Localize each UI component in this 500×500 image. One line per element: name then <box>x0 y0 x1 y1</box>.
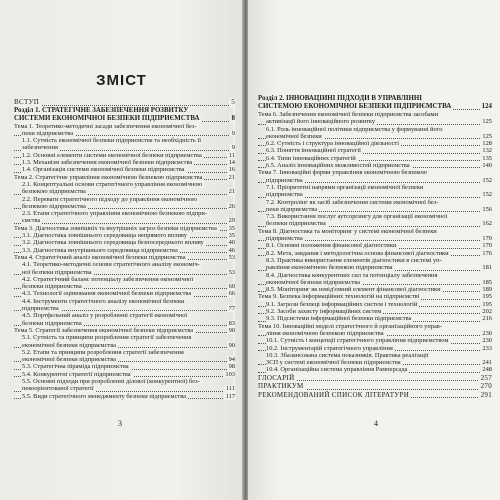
toc-entry-text: ління економічною безпекою підприємства <box>266 329 384 337</box>
toc-entry-page: 46 <box>228 246 235 254</box>
toc-entry <box>258 374 492 383</box>
toc-entry-page: 117 <box>225 392 235 400</box>
toc-entry-page <box>233 378 235 385</box>
toc-entry <box>258 301 492 308</box>
toc-entry-page <box>233 210 235 217</box>
toc-entry-text: 6.2. Сутність і структура інноваційної діяльності <box>266 140 399 148</box>
toc-entry-page: 291 <box>480 390 492 399</box>
toc-entry <box>14 174 235 181</box>
toc-entry-text: 2.3. Етапи стратегічного управління економічною безпекою підпри- <box>22 210 207 218</box>
toc-entry-text: Тема 4. Стратегічний аналіз економічної безпеки підприємства <box>14 253 186 261</box>
toc-entry <box>14 203 235 210</box>
toc-entry-page <box>233 137 235 144</box>
toc-entry-page <box>490 126 492 133</box>
toc-entry <box>258 359 492 366</box>
toc-entry-text: 7.3. Використання послуг аутсорсингу для організації економічної <box>266 213 448 221</box>
toc-entry-page: 195 <box>482 293 492 301</box>
toc-entry-text: підприємства <box>266 191 303 199</box>
toc-entry <box>14 137 235 144</box>
toc-entry-page <box>233 181 235 188</box>
toc-entry-page: 26 <box>228 202 235 210</box>
toc-entry <box>14 283 235 290</box>
toc-entry-page: 21 <box>228 188 235 196</box>
toc-entry-text: Тема 3. Діагностика зовнішніх та внутрішніх загроз безпеки підприємства <box>14 224 217 232</box>
toc-entry-text: Тема 10. Інноваційні моделі стратегічного й організаційного управ- <box>258 322 442 330</box>
toc-entry-page: 185 <box>482 278 492 286</box>
toc-entry <box>258 337 492 344</box>
toc-entry-page: 35 <box>228 232 235 240</box>
toc-entry <box>14 254 235 261</box>
toc-entry <box>258 382 492 391</box>
toc-entry-page: 90 <box>228 341 235 349</box>
toc-entry-text: 4.3. Технології оцінювання економічної безпеки підприємства <box>22 290 192 298</box>
toc-entry-text: 4.1. Теоретико-методичні основи стратегічного аналізу економіч- <box>22 261 200 269</box>
toc-entry-text: 3.2. Діагностика зовнішнього середовища безпосереднього впливу <box>22 239 204 247</box>
toc-entry-page: 98 <box>228 363 235 371</box>
toc-entry-page: 132 <box>482 147 492 155</box>
toc-entry-page: 90 <box>228 326 235 334</box>
toc-entry <box>14 130 235 137</box>
toc-entry <box>14 276 235 283</box>
toc-entry <box>258 213 492 220</box>
toc-entry <box>14 210 235 217</box>
toc-entry-text: Тема 9. Безпека інформаційних технологій на підприємстві <box>258 293 420 301</box>
toc-entry <box>258 257 492 264</box>
toc-entry-text: пекоорієнтованої стратегії <box>22 385 94 393</box>
toc-entry <box>258 279 492 286</box>
toc-entry <box>258 293 492 300</box>
toc-entry <box>258 169 492 176</box>
toc-entry-text: забезпечення <box>22 144 58 152</box>
toc-entry <box>258 366 492 373</box>
toc-entry-text: 4.2. Стратегічний баланс потенціалу забезпечення економічної <box>22 275 194 283</box>
toc-entry-text: 6.5. Аналіз інноваційних можливостей підприємства <box>266 162 410 170</box>
leader-dots <box>14 105 235 106</box>
toc-entry-text: Тема 1. Теоретико-методичні засади забезпечення економічної без- <box>14 122 197 130</box>
toc-entry-text: равління економічною безпекою підприємства <box>266 264 393 272</box>
toc-entry <box>14 159 235 166</box>
toc-entry-page <box>233 107 235 115</box>
toc-entry <box>14 181 235 188</box>
toc-entry <box>14 196 235 203</box>
toc-entry <box>258 111 492 118</box>
toc-entry-text: Розділ 1. СТРАТЕГІЧНЕ ЗАБЕЗПЕЧЕННЯ РОЗВИТКУ <box>14 106 189 114</box>
toc-entry <box>258 103 492 111</box>
toc-entry <box>258 228 492 235</box>
toc-entry-text: 5.2. Етапи та принципи розроблення стратегії забезпечення <box>22 348 184 356</box>
toc-entry-page: 128 <box>482 140 492 148</box>
toc-entry <box>14 247 235 254</box>
toc-entry-page <box>490 228 492 235</box>
toc-entry <box>258 184 492 191</box>
toc-entry-text: 6.1. Роль інноваційної політики підприємства у формуванні його <box>266 125 443 133</box>
toc-entry <box>258 140 492 147</box>
toc-title: ЗМІСТ <box>96 72 147 89</box>
toc-entry-page <box>233 334 235 341</box>
toc-entry <box>14 217 235 224</box>
toc-entry <box>14 378 235 385</box>
toc-entry <box>14 385 235 392</box>
toc-entry-page: 14 <box>228 159 235 167</box>
toc-entry <box>258 323 492 330</box>
toc-entry-text: 8.1. Основні положення фінансової діагностики <box>266 242 397 250</box>
toc-entry-text: ВСТУП <box>14 98 40 106</box>
toc-entry-page: 125 <box>482 132 492 140</box>
right-page <box>248 0 500 500</box>
toc-entry-page <box>233 312 235 319</box>
toc-entry-text: СИСТЕМИ ЕКОНОМІЧНОЇ БЕЗПЕКИ ПІДПРИЄМСТВА <box>14 114 200 122</box>
toc-entry <box>14 239 235 246</box>
toc-entry <box>14 188 235 195</box>
toc-entry-page: 9 <box>231 129 235 137</box>
toc-entry-text: ПРАКТИКУМ <box>258 382 304 391</box>
toc-entry-text: 10.3. Збалансована система показників. Практика реалізації <box>266 351 429 359</box>
right-page-number: 4 <box>374 419 378 428</box>
toc-entry-text: 1.2. Основні елементи системи економічної безпеки підприємства <box>22 151 202 159</box>
toc-entry <box>14 98 235 107</box>
toc-entry-text: 10.2. Інструментарій стратегічного управління <box>266 344 393 352</box>
toc-entry-page: 156 <box>482 205 492 213</box>
toc-entry <box>258 308 492 315</box>
toc-entry-text: 3.3. Діагностика внутрішнього середовища підприємства <box>22 246 178 254</box>
toc-entry <box>258 352 492 359</box>
toc-entry-page: 21 <box>228 173 235 181</box>
toc-entry <box>14 115 235 123</box>
toc-entry-text: безпекою підприємства <box>22 188 86 196</box>
toc-entry-text: 6.3. Поняття інноваційної стратегії <box>266 147 361 155</box>
toc-entry <box>14 371 235 378</box>
toc-entry-text: ємства <box>22 217 41 225</box>
toc-right-list <box>258 95 492 399</box>
toc-entry <box>258 242 492 249</box>
toc-entry-text: економічної безпеки підприємства <box>266 278 360 286</box>
toc-entry-text: 5.3. Стратегічна піраміда підприємства <box>22 363 129 371</box>
toc-entry-page <box>490 323 492 330</box>
toc-entry-text: 10.1. Сутність і концепції стратегічного управління підприємством <box>266 337 449 345</box>
toc-entry <box>14 349 235 356</box>
toc-entry <box>258 315 492 322</box>
toc-entry-text: активізації його інноваційного розвитку <box>266 118 376 126</box>
toc-entry-page: 176 <box>482 249 492 257</box>
toc-entry <box>14 356 235 363</box>
toc-entry-text: підприємства <box>266 235 303 243</box>
toc-entry-page <box>233 276 235 283</box>
toc-entry-text: економічної безпеки підприємства <box>22 356 116 364</box>
toc-entry-page <box>233 123 235 130</box>
toc-entry <box>258 272 492 279</box>
toc-entry-page: 241 <box>482 359 492 367</box>
toc-entry-page <box>490 272 492 279</box>
toc-entry-page: 83 <box>228 319 235 327</box>
toc-entry <box>258 155 492 162</box>
toc-entry-text: Тема 2. Стратегічне управління економічною безпекою підприємства <box>14 173 203 181</box>
toc-entry-page: 94 <box>228 356 235 364</box>
toc-entry <box>258 95 492 103</box>
toc-entry-page: 66 <box>228 290 235 298</box>
toc-entry-text: 9.2. Засоби захисту інформаційних систем <box>266 308 382 316</box>
toc-entry <box>14 261 235 268</box>
toc-entry <box>14 107 235 115</box>
toc-entry <box>258 235 492 242</box>
toc-entry <box>258 345 492 352</box>
toc-entry-text: ГЛОСАРІЙ <box>258 373 295 382</box>
toc-entry <box>14 225 235 232</box>
toc-entry-page: 9 <box>231 144 235 152</box>
leader-dots <box>14 223 235 224</box>
toc-entry-text: безпеки підприємства <box>22 319 82 327</box>
toc-entry-text: 2.2. Переваги стратегічного підходу до управління економічною <box>22 195 197 203</box>
toc-entry-text: Тема 6. Забезпечення економічної безпеки підприємства засобами <box>258 111 439 118</box>
toc-entry-text: економічної безпеки підприємства <box>22 341 116 349</box>
toc-entry-page: 103 <box>225 370 235 378</box>
toc-entry-page <box>490 184 492 191</box>
toc-entry-text: 8.5. Моніторинг як невід'ємний елемент фінансової діагностики <box>266 286 441 294</box>
toc-entry-page: 53 <box>228 253 235 261</box>
toc-entry-text: 2.1. Концептуальні основи стратегічного управління економічною <box>22 180 203 188</box>
toc-entry <box>14 334 235 341</box>
toc-entry-page <box>490 199 492 206</box>
toc-entry-text: підприємства <box>22 305 59 313</box>
toc-entry-page: 111 <box>225 385 235 393</box>
toc-entry-text: 1.3. Механізм забезпечення економічної безпеки підприємства <box>22 159 193 167</box>
toc-entry-text: ної безпеки підприємства <box>22 268 92 276</box>
toc-entry-page: 202 <box>482 308 492 316</box>
toc-entry <box>258 286 492 293</box>
toc-entry-text: пеки підприємства <box>22 129 74 137</box>
toc-entry-text: 8.3. Практика використання елементів діагностики в системі уп- <box>266 256 442 264</box>
toc-left-list <box>14 98 235 400</box>
toc-entry <box>14 327 235 334</box>
toc-entry-page <box>233 349 235 356</box>
toc-entry-page: 216 <box>482 315 492 323</box>
toc-entry-text: 10.4. Організаційна система управління Рамперсада <box>266 366 408 374</box>
toc-entry-text: 5.4. Конкурентні стратегії підприємства <box>22 370 131 378</box>
toc-entry-text: 7.1. Пріоритетні напрями організації економічної безпеки <box>266 183 424 191</box>
toc-entry <box>14 166 235 173</box>
toc-entry <box>14 363 235 370</box>
toc-entry-page: 124 <box>481 103 492 110</box>
toc-entry-text: СИСТЕМОЮ ЕКОНОМІЧНОЇ БЕЗПЕКИ ПІДПРИЄМСТВА <box>258 103 452 110</box>
toc-entry-page: 162 <box>482 220 492 228</box>
toc-entry-page: 233 <box>482 344 492 352</box>
toc-entry <box>258 220 492 227</box>
toc-entry <box>258 330 492 337</box>
toc-entry <box>14 144 235 151</box>
toc-entry <box>258 206 492 213</box>
toc-entry <box>14 290 235 297</box>
toc-entry <box>14 320 235 327</box>
toc-entry-text: безпекою підприємства <box>22 202 86 210</box>
toc-entry <box>14 123 235 130</box>
left-page-number: 3 <box>118 419 122 428</box>
toc-entry-page: 35 <box>228 224 235 232</box>
toc-entry-page: 135 <box>482 154 492 162</box>
toc-entry-text: 8.4. Діагностика конкурентних сил та потенціалу забезпечення <box>266 271 438 279</box>
toc-entry-text: 8.2. Мета, завдання і методологічна основа фінансової діагностики <box>266 249 449 257</box>
toc-entry-page: 230 <box>482 329 492 337</box>
toc-entry-page <box>490 111 492 118</box>
toc-entry <box>14 269 235 276</box>
toc-entry-page: 152 <box>482 191 492 199</box>
toc-entry-text: 6.4. Типи інноваційних стратегій <box>266 154 356 162</box>
toc-entry <box>258 147 492 154</box>
toc-entry-page: 152 <box>482 176 492 184</box>
toc-entry-text: Розділ 2. ІННОВАЦІЙНІ ПІДХОДИ В УПРАВЛІННІ <box>258 95 422 102</box>
toc-entry-text: 5.5. Види стратегічного менеджменту безпеки підприємства <box>22 392 186 400</box>
toc-entry-text: безпеки підприємства <box>266 220 326 228</box>
toc-entry <box>258 250 492 257</box>
toc-entry-page <box>490 352 492 359</box>
toc-entry-page: 270 <box>480 382 492 391</box>
toc-entry-text: 7.2. Контролінг як засіб забезпечення системи економічної без- <box>266 198 439 206</box>
toc-entry-text: Тема 7. Інноваційні форми управління економічною безпекою <box>258 169 428 177</box>
toc-entry-page: 181 <box>482 264 492 272</box>
toc-entry-page: 230 <box>482 337 492 345</box>
toc-entry-text: економічної безпеки <box>266 132 322 140</box>
toc-entry-page: 16 <box>228 166 235 174</box>
toc-entry-text: пеки підприємства <box>266 205 318 213</box>
toc-entry-page: 189 <box>482 286 492 294</box>
toc-entry <box>14 393 235 400</box>
toc-entry <box>258 391 492 400</box>
toc-entry-text: безпеки підприємства <box>22 283 82 291</box>
toc-entry-page: 125 <box>482 118 492 126</box>
toc-entry-page <box>490 95 492 103</box>
toc-entry <box>258 177 492 184</box>
toc-entry-page: 77 <box>228 305 235 313</box>
toc-entry-text: 4.5. Портфельний аналіз у розробленні стратегії економічної <box>22 312 188 320</box>
toc-entry-text: Тема 5. Стратегії забезпечення економічної безпеки підприємства <box>14 326 194 334</box>
toc-entry <box>258 264 492 271</box>
toc-entry-page: 170 <box>482 235 492 243</box>
toc-entry-page <box>490 169 492 176</box>
toc-entry-text: ЗСП у системі економічної безпеки підприємства <box>266 359 401 367</box>
toc-entry <box>14 232 235 239</box>
toc-entry <box>258 162 492 169</box>
toc-entry-page: 8 <box>231 114 235 122</box>
toc-entry-page <box>490 257 492 264</box>
toc-entry-page: 11 <box>228 151 235 159</box>
toc-entry-text: 9.3. Підсистеми інформаційної безпеки підприємства <box>266 315 412 323</box>
toc-entry-text: 5.5. Основні підходи при розробленні ділової (конкурентної) без- <box>22 377 200 385</box>
toc-entry-text: 4.4. Інструменти стратегічного аналізу економічної безпеки <box>22 297 185 305</box>
toc-entry-page <box>233 196 235 203</box>
toc-entry-page <box>490 213 492 220</box>
toc-entry <box>14 152 235 159</box>
toc-entry <box>258 199 492 206</box>
toc-entry-page <box>233 261 235 268</box>
toc-entry <box>14 312 235 319</box>
toc-entry-text: 9.1. Загрози безпеці інформаційних систем і технологій <box>266 300 418 308</box>
toc-entry-page: 248 <box>482 366 492 374</box>
toc-entry <box>258 118 492 125</box>
toc-entry-text: Тема 8. Діагностика та моніторинг у системі економічної безпеки <box>258 227 437 235</box>
toc-entry-page <box>233 298 235 305</box>
toc-entry-page: 53 <box>228 268 235 276</box>
toc-entry-page: 170 <box>482 242 492 250</box>
toc-entry <box>14 305 235 312</box>
toc-entry <box>258 191 492 198</box>
toc-entry-page: 140 <box>482 162 492 170</box>
toc-entry-page: 5 <box>231 98 235 106</box>
toc-entry-page: 29 <box>228 217 235 225</box>
toc-entry-text: 3.1. Діагностика зовнішнього середовища непрямого впливу <box>22 232 187 240</box>
toc-entry <box>14 342 235 349</box>
toc-entry-text: 5.1. Сутність та принципи розроблення стратегії забезпечення <box>22 334 192 342</box>
toc-entry-page: 40 <box>228 239 235 247</box>
toc-entry-page: 60 <box>228 283 235 291</box>
toc-entry-text: підприємства <box>266 176 303 184</box>
toc-entry-page: 195 <box>482 300 492 308</box>
toc-entry <box>14 298 235 305</box>
toc-entry-text: 1.4. Організація системи економічної безпеки підприємства <box>22 166 185 174</box>
toc-entry <box>258 126 492 133</box>
toc-entry <box>258 133 492 140</box>
toc-entry-page: 257 <box>480 373 492 382</box>
toc-entry-text: 1.1. Сутність економічної безпеки підприємства та необхідність її <box>22 137 202 145</box>
toc-entry-text: РЕКОМЕНДОВАНИЙ СПИСОК ЛІТЕРАТУРИ <box>258 390 410 399</box>
